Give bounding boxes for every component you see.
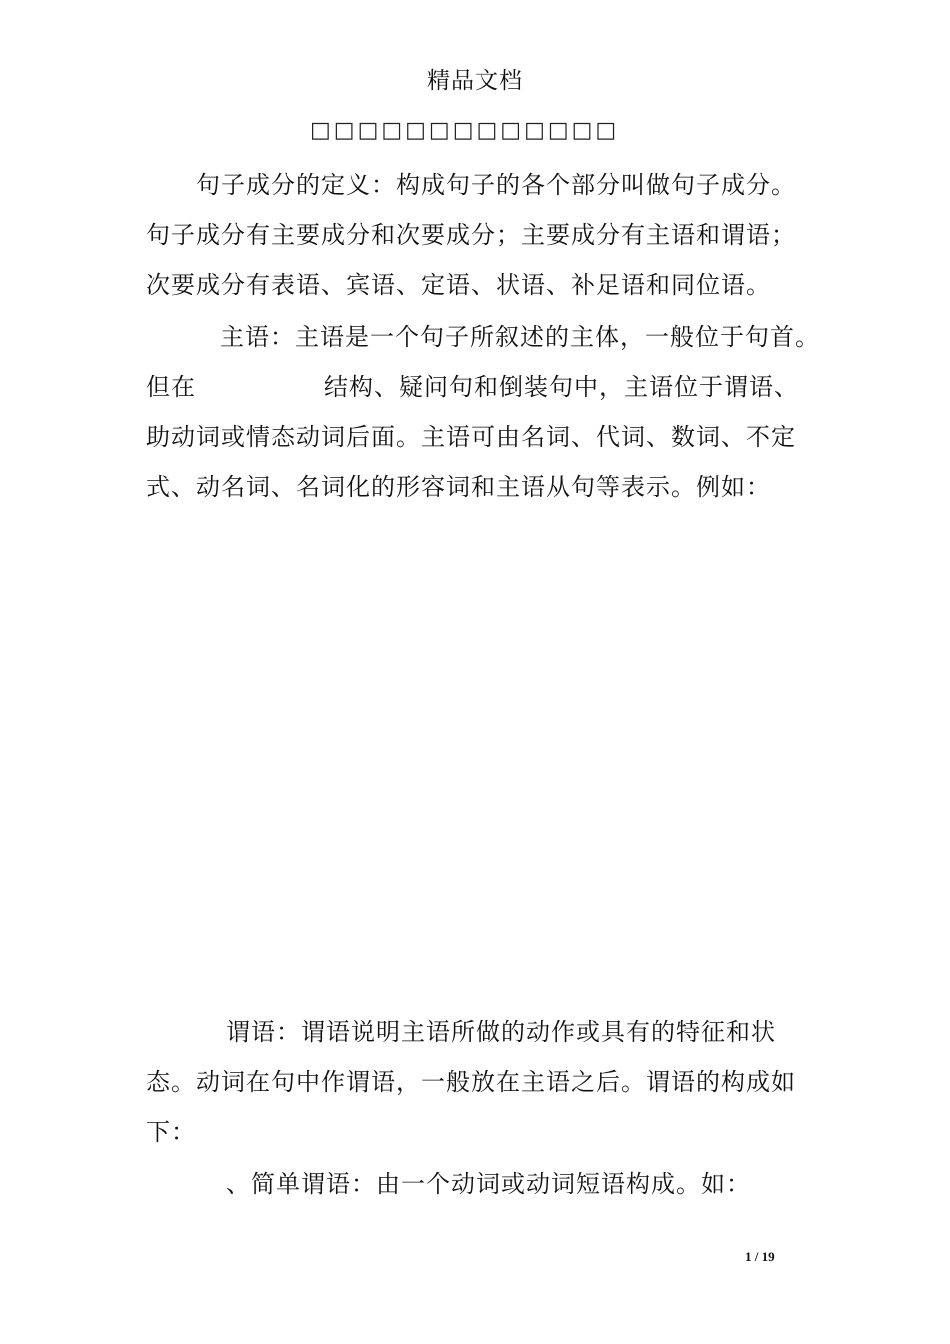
page-number: 1 / 19: [745, 1249, 775, 1264]
subject-line-3: 助动词或情态动词后面。主语可由名词、代词、数词、不定: [146, 423, 796, 451]
definition-line-2: 句子成分有主要成分和次要成分；主要成分有主语和谓语；: [146, 221, 796, 249]
predicate-line-2: 态。动词在句中作谓语，一般放在主语之后。谓语的构成如: [146, 1068, 796, 1096]
definition-line-1: 句子成分的定义：构成句子的各个部分叫做句子成分。: [196, 171, 796, 199]
subject-line-2a: 但在: [146, 373, 196, 401]
predicate-line-3: 下：: [146, 1118, 196, 1146]
document-title: □□□□□□□□□□□□□: [310, 118, 620, 143]
subject-line-1: 主语：主语是一个句子所叙述的主体，一般位于句首。: [220, 323, 820, 351]
subject-line-4: 式、动名词、名词化的形容词和主语从句等表示。例如：: [146, 473, 771, 501]
subject-line-2b: 结构、疑问句和倒装句中，主语位于谓语、: [324, 373, 799, 401]
page-header: 精品文档: [427, 68, 523, 94]
predicate-line-1: 谓语：谓语说明主语所做的动作或具有的特征和状: [226, 1018, 776, 1046]
definition-line-3: 次要成分有表语、宾语、定语、状语、补足语和同位语。: [146, 271, 771, 299]
simple-predicate-line: 、简单谓语：由一个动词或动词短语构成。如：: [226, 1170, 751, 1198]
